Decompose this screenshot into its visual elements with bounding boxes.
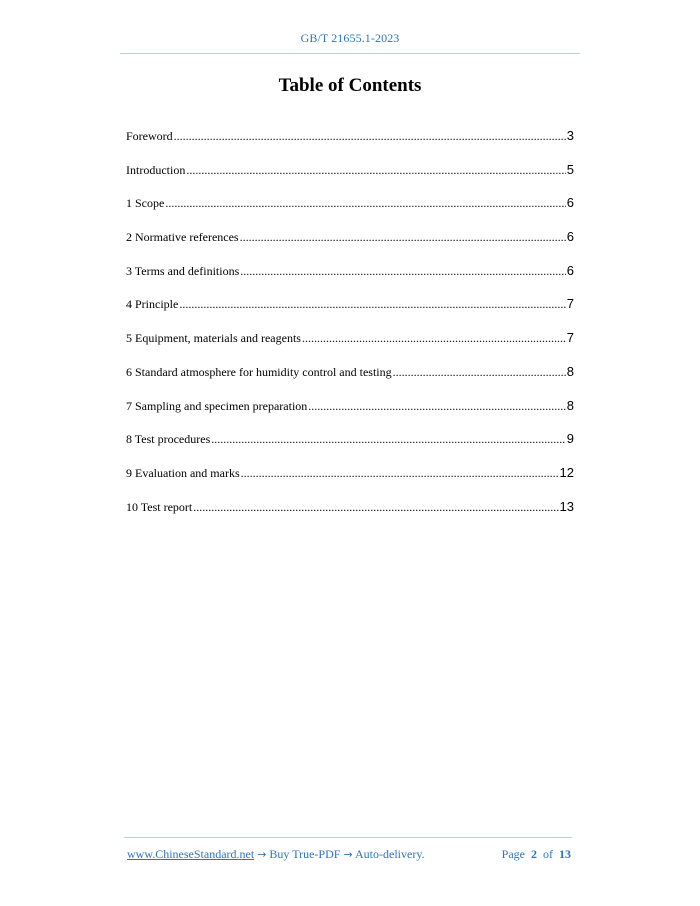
toc-entry-label: 4 Principle xyxy=(126,297,179,312)
page-word: Page xyxy=(501,847,525,861)
toc-entry-page: 9 xyxy=(566,431,574,447)
buy-pdf-text: Buy True-PDF xyxy=(269,847,341,861)
toc-entry-page: 3 xyxy=(566,128,574,143)
toc-dot-leader xyxy=(165,196,565,211)
toc-entry-label: 1 Scope xyxy=(126,196,165,211)
toc-entry-page: 7 xyxy=(566,296,574,312)
toc-dot-leader xyxy=(186,163,565,178)
toc-entry-foreword[interactable] xyxy=(126,128,574,162)
page-indicator xyxy=(502,847,571,862)
toc-entry-label: 6 Standard atmosphere for humidity control and testing xyxy=(126,364,392,379)
site-link[interactable]: www.ChineseStandard.net xyxy=(127,847,255,861)
toc-entry-page: 6 xyxy=(566,229,574,245)
toc-dot-leader xyxy=(308,399,565,414)
toc-entry-terms-and-definitions[interactable] xyxy=(126,263,574,297)
toc-dot-leader xyxy=(240,264,566,279)
table-of-contents xyxy=(126,128,574,532)
of-word: of xyxy=(543,847,553,861)
toc-dot-leader xyxy=(179,297,565,312)
toc-entry-label: Foreword xyxy=(126,129,173,143)
toc-dot-leader xyxy=(302,331,566,346)
toc-entry-label: 2 Normative references xyxy=(126,230,239,245)
total-pages-number: 13 xyxy=(559,847,571,861)
toc-entry-label: 5 Equipment, materials and reagents xyxy=(126,331,301,346)
auto-delivery-text: Auto-delivery. xyxy=(355,847,425,861)
toc-entry-label: 8 Test procedures xyxy=(126,432,211,447)
toc-entry-evaluation[interactable] xyxy=(126,465,574,499)
toc-entry-introduction[interactable] xyxy=(126,162,574,196)
toc-dot-leader xyxy=(193,500,558,515)
arrow-right-icon: → xyxy=(343,848,353,861)
toc-entry-label: 10 Test report xyxy=(126,499,193,514)
toc-entry-normative-references[interactable] xyxy=(126,229,574,263)
toc-entry-page: 13 xyxy=(559,498,574,514)
footer-promo xyxy=(127,847,425,862)
page-title: Table of Contents xyxy=(278,75,422,96)
toc-entry-page: 6 xyxy=(566,262,574,278)
current-page-number: 2 xyxy=(531,847,537,861)
toc-entry-label: Introduction xyxy=(126,162,186,177)
toc-dot-leader xyxy=(174,129,566,144)
document-header xyxy=(0,31,700,46)
toc-entry-sampling[interactable] xyxy=(126,398,574,432)
toc-entry-test-report[interactable] xyxy=(126,499,574,533)
toc-entry-label: 7 Sampling and specimen preparation xyxy=(126,398,308,413)
toc-entry-label: 3 Terms and definitions xyxy=(126,263,240,278)
toc-entry-page: 12 xyxy=(559,464,574,480)
toc-entry-standard-atmosphere[interactable] xyxy=(126,364,574,398)
toc-entry-page: 7 xyxy=(566,330,574,346)
toc-entry-page: 8 xyxy=(566,397,574,413)
toc-entry-equipment[interactable] xyxy=(126,330,574,364)
toc-entry-scope[interactable] xyxy=(126,195,574,229)
toc-dot-leader xyxy=(240,230,566,245)
arrow-right-icon: → xyxy=(257,848,267,861)
toc-entry-label: 9 Evaluation and marks xyxy=(126,465,240,480)
toc-entry-page: 8 xyxy=(566,363,574,379)
toc-dot-leader xyxy=(211,432,566,447)
footer-divider xyxy=(124,837,572,838)
standard-code: GB/T 21655.1-2023 xyxy=(300,31,400,45)
header-divider xyxy=(120,53,580,54)
toc-entry-principle[interactable] xyxy=(126,296,574,330)
toc-dot-leader xyxy=(393,365,566,380)
toc-entry-page: 5 xyxy=(566,161,574,177)
toc-dot-leader xyxy=(241,466,559,481)
toc-entry-page: 6 xyxy=(566,195,574,211)
toc-entry-test-procedures[interactable] xyxy=(126,431,574,465)
